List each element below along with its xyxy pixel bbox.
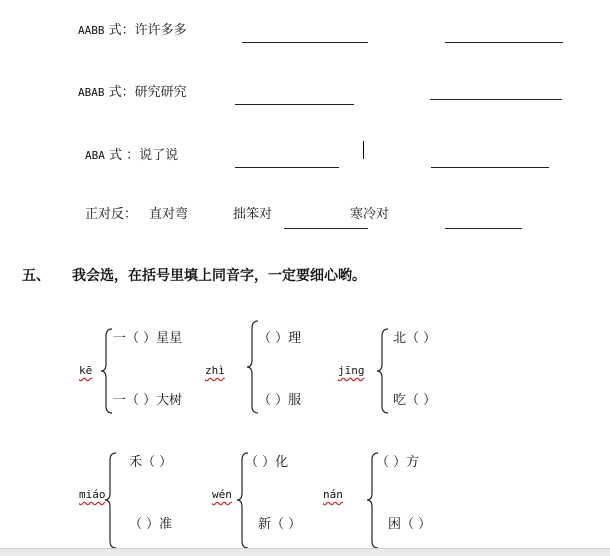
pinyin-miao: miáo [79, 488, 106, 501]
ke-item-2: 一（ ）大树 [113, 393, 183, 408]
abab-blank-2[interactable] [430, 99, 562, 100]
abab-prefix: ABAB [78, 86, 105, 99]
jing-item-2: 吃（ ） [393, 393, 437, 408]
brace-ke [100, 328, 114, 414]
pinyin-ke: kē [79, 364, 93, 377]
pinyin-zhi: zhì [205, 364, 225, 377]
wen-item-2: 新（ ） [258, 517, 302, 532]
brace-miao [104, 452, 118, 549]
antonym-blank-1[interactable] [284, 228, 368, 229]
zhi-item-1: （ ）理 [258, 331, 302, 346]
antonym-example-3: 寒冷对 [350, 207, 390, 222]
row-abab [78, 81, 187, 101]
aba-prefix: ABA [85, 149, 105, 162]
row-aabb [78, 19, 187, 39]
jing-item-1: 北（ ） [393, 331, 437, 346]
abab-label: 式：研究研究 [104, 85, 187, 100]
abab-blank-1[interactable] [235, 104, 354, 105]
brace-jing [376, 328, 390, 414]
miao-item-1: 禾（ ） [129, 455, 173, 470]
wen-item-1: （ ）化 [245, 455, 289, 470]
ke-item-1: 一（ ）星星 [113, 331, 183, 346]
miao-item-2: （ ）准 [129, 517, 173, 532]
aabb-label: 式：许许多多 [104, 23, 187, 38]
nan-item-1: （ ）方 [376, 455, 420, 470]
aba-label: 式 ：说了说 [104, 148, 179, 163]
antonym-label: 正对反： [85, 207, 138, 222]
zhi-item-2: （ ）服 [258, 393, 302, 408]
text-cursor [363, 141, 364, 159]
section-title: 我会选，在括号里填上同音字，一定要细心哟。 [72, 268, 366, 284]
nan-item-2: 困（ ） [388, 517, 432, 532]
aabb-blank-1[interactable] [242, 42, 368, 43]
pinyin-wen: wén [212, 488, 232, 501]
aba-blank-2[interactable] [431, 167, 549, 168]
antonym-blank-2[interactable] [445, 228, 522, 229]
row-aba [85, 144, 178, 164]
aabb-prefix: AABB [78, 24, 105, 37]
section-number: 五、 [22, 268, 50, 284]
pinyin-nan: nán [323, 488, 343, 501]
antonym-example-2: 拙笨对 [233, 207, 273, 222]
antonym-example-1: 直对弯 [149, 207, 189, 222]
aabb-blank-2[interactable] [445, 42, 563, 43]
pinyin-jing: jīng [338, 364, 365, 377]
aba-blank-1[interactable] [235, 167, 339, 168]
